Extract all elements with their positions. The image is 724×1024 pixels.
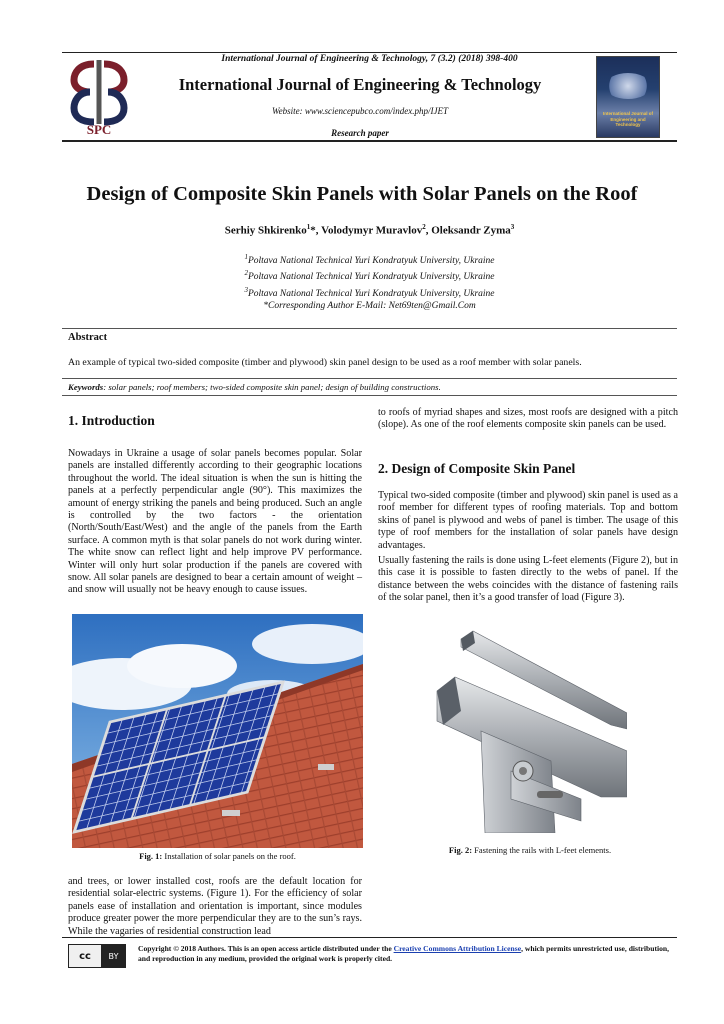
corresponding-author: *Corresponding Author E-Mail: Net69ten@Gmail.Com — [263, 301, 476, 312]
journal-citation: International Journal of Engineering & Technology, 7 (3.2) (2018) 398-400 — [221, 54, 518, 64]
cc-by-badge[interactable] — [68, 944, 126, 968]
logo-text: SPC — [86, 122, 112, 137]
by-icon: BY — [102, 945, 125, 967]
section-2-paragraph-2: Usually fastening the rails is done using L-feet elements (Figure 2), but in this case it is possible to fasten directly to the webs of panel. If the distance between the webs coincides with the distance of fastening rails of the solar panel, then it’s a good transfer of load (Figure 3). — [378, 555, 678, 604]
cover-title: International Journal of Engineering and Technology — [602, 111, 653, 127]
section-2-heading: 2. Design of Composite Skin Panel — [378, 461, 576, 476]
keywords-label: Keywords — [68, 382, 104, 392]
author-1-star: *, — [310, 224, 322, 237]
figure-1-caption — [72, 851, 363, 861]
footer-rule — [62, 937, 677, 938]
abstract-text: An example of typical two-sided composite (timber and plywood) skin panel design to be used as a roof member with solar panels. — [68, 357, 582, 368]
abstract-top-rule — [62, 328, 677, 329]
copyright-notice — [138, 944, 678, 964]
journal-title: International Journal of Engineering & Technology — [178, 75, 542, 94]
section-1-heading: 1. Introduction — [68, 413, 155, 428]
paper-title: Design of Composite Skin Panels with Solar Panels on the Roof — [86, 183, 638, 205]
keywords-rule — [62, 395, 677, 396]
affiliation-2: $^2$Poltava National Technical Yuri Kondratyuk University, Ukraine — [244, 269, 495, 283]
figure-2-caption — [420, 845, 640, 855]
journal-website[interactable]: Website: www.sciencepubco.com/index.php/IJET — [272, 106, 448, 116]
header-bottom-rule — [62, 140, 677, 142]
author-separator: , — [425, 224, 432, 237]
author-1: Serhiy Shkirenko — [224, 224, 307, 237]
section-2-paragraph-1: Typical two-sided composite (timber and plywood) skin panel is used as a roof member for different types of roofing materials. Top and bottom skins of panel is plywood and webs of panel is timber. The usage of this type of roof members for the installation of solar panels have design advantages. — [378, 490, 678, 551]
journal-cover — [596, 56, 660, 138]
author-3: Oleksandr Zyma — [431, 224, 511, 237]
author-3-sup: 3 — [510, 223, 515, 231]
figure-1-label: Fig. 1: — [139, 851, 163, 861]
figure-2-label: Fig. 2: — [448, 845, 473, 855]
author-2-sup: 2 — [422, 223, 426, 231]
paper-type: Research paper — [331, 128, 389, 138]
abstract-heading: Abstract — [68, 332, 108, 343]
copyright-text-a: Copyright © 2018 Authors. This is an open access article distributed under the — [138, 944, 394, 953]
header-top-rule — [62, 52, 677, 53]
figure-2-text: Fastening the rails with L-feet elements. — [472, 845, 612, 855]
author-list — [62, 223, 677, 237]
right-column-paragraph: to roofs of myriad shapes and sizes, most roofs are designed with a pitch (slope). As one of the roof elements composite skin panels can be used. — [378, 407, 678, 431]
keywords-text: : solar panels; roof members; two-sided composite skin panel; design of building constructions. — [103, 382, 441, 392]
copyright-text-b: , which permits unrestricted use, distribution, and reproduction in any medium, provided the original work is properly cited. — [138, 944, 670, 963]
keywords — [68, 382, 678, 392]
license-link[interactable]: Creative Commons Attribution License — [393, 944, 522, 953]
affiliations — [62, 251, 677, 312]
figure-1-image — [72, 614, 363, 848]
author-1-sup: 1 — [306, 223, 311, 231]
abstract-bottom-rule — [62, 378, 677, 379]
spc-logo — [66, 56, 132, 140]
affiliation-3: $^3$Poltava National Technical Yuri Kondratyuk University, Ukraine — [244, 285, 495, 299]
author-2: Volodymyr Muravlov — [321, 224, 423, 237]
cc-icon: cc — [69, 945, 102, 967]
figure-2-image — [431, 621, 627, 833]
section-1-paragraph-1: Nowadays in Ukraine a usage of solar panels becomes popular. Solar panels are installed differently according to their geographic locations throughout the world. The ideal situation is when the sun is hitting the panels at a perfectly perpendicular angle (90°). This maximizes the amount of energy striking the panels and being produced. Such an angle is controlled by the two factors - the orientation (North/South/East/West) and the angle of the panels from the Earth surface. A common myth is that solar panels do not work during winter. The white snow can reflect light and help improve PV performance. Winter will only hurt solar production if the panels are covered with snow. All solar panels are designed to bear a certain amount of weight – and snow will usually not be heavy enough to cause issues. — [68, 448, 362, 596]
section-1-paragraph-2: and trees, or lower installed cost, roofs are the default location for residential solar-electric systems. (Figure 1). For the efficiency of solar panels ease of installation and orientation is important, since modules produce greater power the more perpendicular they are to the sun’s rays. While the vagaries of residential construction lead — [68, 876, 362, 937]
figure-1-text: Installation of solar panels on the roof. — [162, 851, 296, 861]
affiliation-1: $^1$Poltava National Technical Yuri Kondratyuk University, Ukraine — [244, 253, 495, 267]
